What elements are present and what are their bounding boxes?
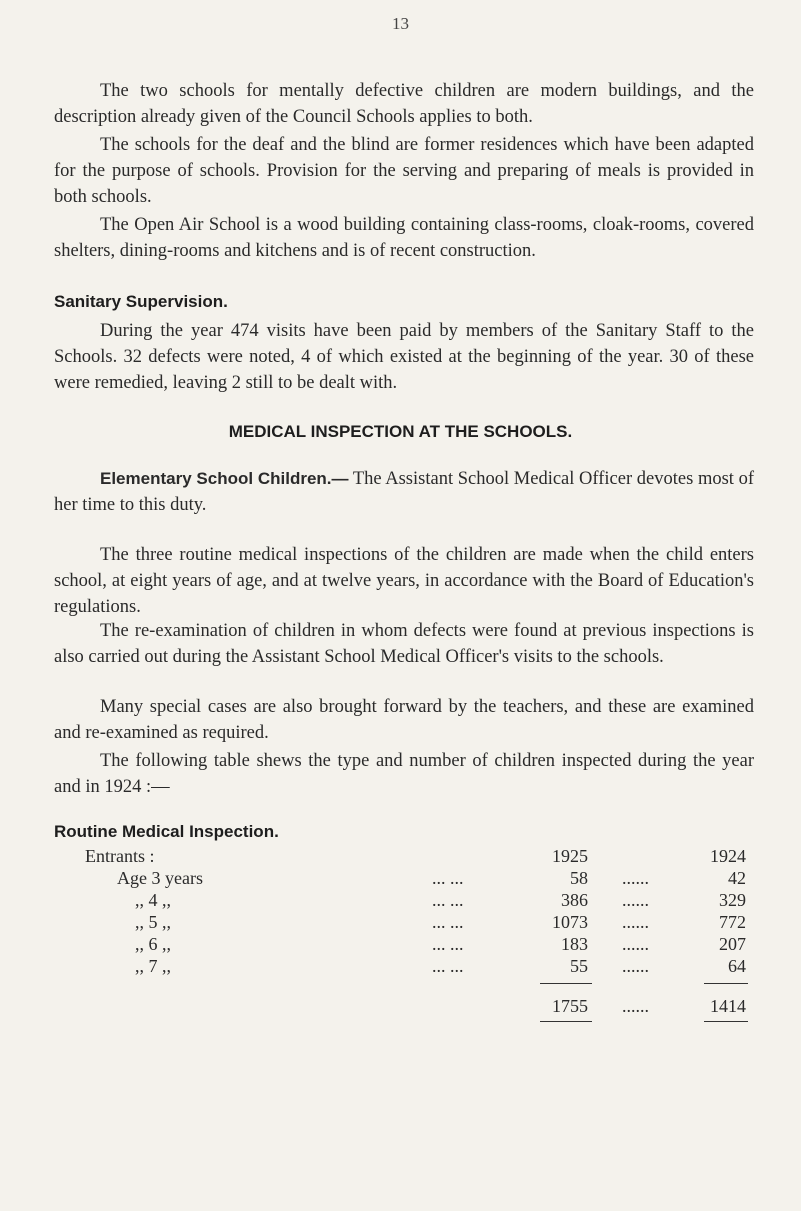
paragraph-text: The Assistant School Medical Officer devotes most of her time to this duty. xyxy=(54,469,754,515)
heading-routine-medical-inspection: Routine Medical Inspection. xyxy=(54,822,279,841)
total-1925: 1755 xyxy=(552,996,588,1016)
row-age: ,, 4 ,, xyxy=(135,890,171,910)
table-header-1925: 1925 xyxy=(552,846,588,866)
row-value-1924: 64 xyxy=(728,956,746,976)
runin-heading-elementary: Elementary School Children.— xyxy=(100,469,349,488)
row-value-1925: 1073 xyxy=(552,912,588,932)
paragraph-special-cases xyxy=(54,694,754,746)
row-age: ,, 6 ,, xyxy=(135,934,171,954)
row-value-1924: 207 xyxy=(719,934,746,954)
row-dots: ... ... xyxy=(432,956,464,976)
paragraph-special-schools xyxy=(54,78,754,130)
paragraph-open-air-school xyxy=(54,212,754,264)
row-dots: ...... xyxy=(622,890,649,910)
heading-sanitary-supervision: Sanitary Supervision. xyxy=(54,292,228,311)
row-value-1925: 55 xyxy=(570,956,588,976)
row-value-1924: 772 xyxy=(719,912,746,932)
paragraph-text: The re-examination of children in whom defects were found at previous inspections is also carried out during the Assistant School Medical Officer's visits to the schools. xyxy=(54,621,754,667)
table-header-1924: 1924 xyxy=(710,846,746,866)
total-rule-bottom-1925 xyxy=(540,1021,592,1022)
paragraph-sanitary-visits xyxy=(54,318,754,396)
heading-medical-inspection: MEDICAL INSPECTION AT THE SCHOOLS. xyxy=(228,422,573,441)
row-value-1924: 42 xyxy=(728,868,746,888)
paragraph-text: During the year 474 visits have been paid by members of the Sanitary Staff to the Schools. 32 defects were noted, 4 of which existed at the beginning of the year. 30 of these were remedied, leaving 2 still to be dealt with. xyxy=(54,321,754,393)
total-rule-bottom-1924 xyxy=(704,1021,748,1022)
row-value-1925: 386 xyxy=(561,890,588,910)
total-rule-top-1925 xyxy=(540,983,592,984)
paragraph-re-examination xyxy=(54,618,754,670)
paragraph-text: The three routine medical inspections of the children are made when the child enters school, at eight years of age, and at twelve years, in accordance with the Board of Education's regulations. xyxy=(54,545,754,617)
row-age: ,, 5 ,, xyxy=(135,912,171,932)
row-dots: ...... xyxy=(622,868,649,888)
row-dots: ...... xyxy=(622,912,649,932)
row-dots: ...... xyxy=(622,934,649,954)
total-dots: ...... xyxy=(622,996,649,1016)
paragraph-elementary-children xyxy=(54,466,754,518)
row-dots: ... ... xyxy=(432,890,464,910)
paragraph-text: Many special cases are also brought forward by the teachers, and these are examined and re-examined as required. xyxy=(54,697,754,743)
total-1924: 1414 xyxy=(710,996,746,1016)
paragraph-text: The two schools for mentally defective children are modern buildings, and the description already given of the Council Schools applies to both. xyxy=(54,81,754,127)
paragraph-table-intro xyxy=(54,748,754,800)
row-dots: ... ... xyxy=(432,912,464,932)
row-value-1924: 329 xyxy=(719,890,746,910)
paragraph-text: The schools for the deaf and the blind are former residences which have been adapted for the purpose of schools. Provision for the serving and preparing of meals is provided in both schools. xyxy=(54,135,754,207)
table-label-entrants: Entrants : xyxy=(85,846,155,866)
paragraph-routine-inspections xyxy=(54,542,754,620)
row-value-1925: 58 xyxy=(570,868,588,888)
row-age: Age 3 years xyxy=(117,868,203,888)
paragraph-deaf-blind-schools xyxy=(54,132,754,210)
row-dots: ... ... xyxy=(432,934,464,954)
paragraph-text: The Open Air School is a wood building containing class-rooms, cloak-rooms, covered shelters, dining-rooms and kitchens and is of recent construction. xyxy=(54,215,754,261)
row-dots: ...... xyxy=(622,956,649,976)
row-age: ,, 7 ,, xyxy=(135,956,171,976)
row-value-1925: 183 xyxy=(561,934,588,954)
page-number: 13 xyxy=(392,14,409,33)
paragraph-text: The following table shews the type and number of children inspected during the year and in 1924 :— xyxy=(54,751,754,797)
row-dots: ... ... xyxy=(432,868,464,888)
total-rule-top-1924 xyxy=(704,983,748,984)
